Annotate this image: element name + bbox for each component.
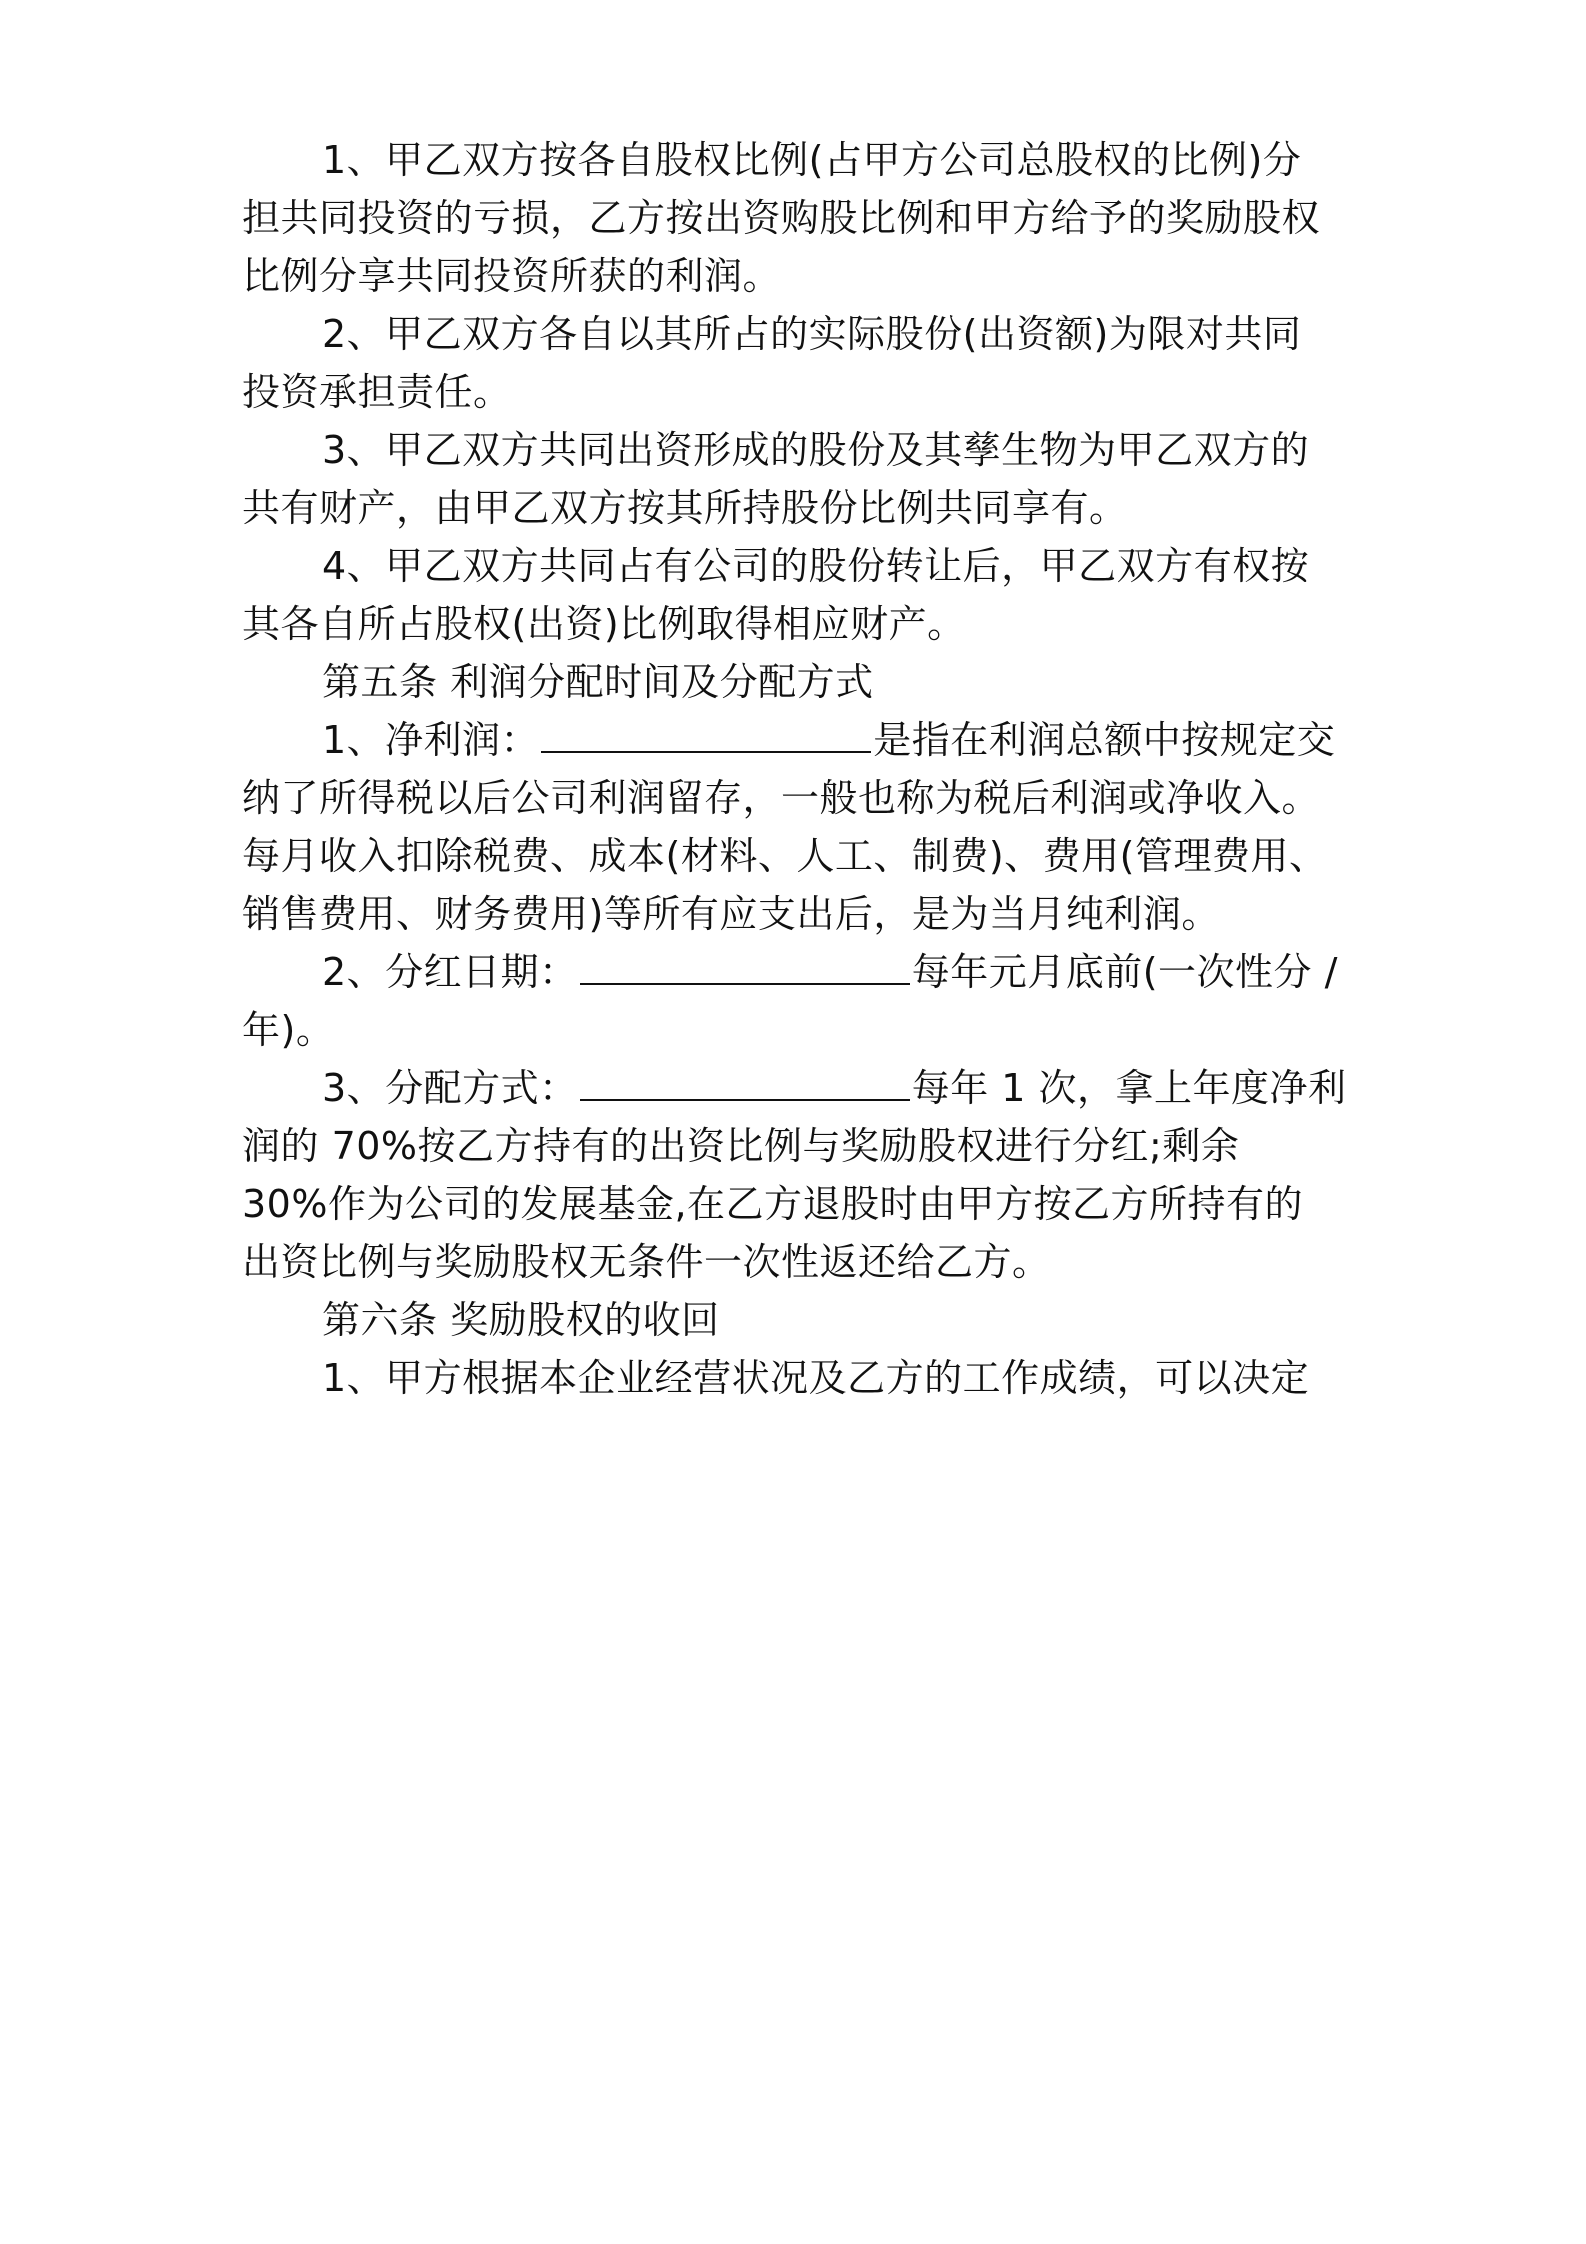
text-line: 1、甲乙双方按各自股权比例(占甲方公司总股权的比例)分	[322, 138, 1302, 182]
text-line: 4、甲乙双方共同占有公司的股份转让后，甲乙双方有权按	[322, 544, 1310, 588]
text-line: 其各自所占股权(出资)比例取得相应财产。	[242, 602, 966, 646]
net-profit-label: 1、净利润：	[322, 718, 540, 762]
text-line: 投资承担责任。	[242, 370, 512, 414]
net-profit-blank[interactable]	[541, 717, 871, 753]
text-line: 润的 70%按乙方持有的出资比例与奖励股权进行分红;剩余	[242, 1124, 1240, 1168]
text-line: 纳了所得税以后公司利润留存，一般也称为税后利润或净收入。	[242, 776, 1321, 820]
text-line: 担共同投资的亏损，乙方按出资购股比例和甲方给予的奖励股权	[242, 196, 1321, 240]
text-line: 出资比例与奖励股权无条件一次性返还给乙方。	[242, 1240, 1051, 1284]
distribution-text: 每年 1 次，拿上年度净利	[911, 1066, 1347, 1110]
section-heading-article-5: 第五条 利润分配时间及分配方式	[322, 660, 874, 704]
text-line: 每月收入扣除税费、成本(材料、人工、制费)、费用(管理费用、	[242, 834, 1328, 878]
text-line: 共有财产，由甲乙双方按其所持股份比例共同享有。	[242, 486, 1128, 530]
distribution-line	[322, 1063, 1442, 1113]
dividend-date-blank[interactable]	[580, 949, 910, 985]
distribution-blank[interactable]	[580, 1065, 910, 1101]
dividend-date-line	[322, 947, 1442, 997]
dividend-date-label: 2、分红日期：	[322, 950, 578, 994]
text-line: 1、甲方根据本企业经营状况及乙方的工作成绩，可以决定	[322, 1356, 1310, 1400]
text-line: 年)。	[242, 1008, 335, 1052]
text-line: 2、甲乙双方各自以其所占的实际股份(出资额)为限对共同	[322, 312, 1302, 356]
section-heading-article-6: 第六条 奖励股权的收回	[322, 1298, 720, 1342]
net-profit-text: 是指在利润总额中按规定交	[873, 718, 1336, 762]
text-line: 比例分享共同投资所获的利润。	[242, 254, 782, 298]
text-line: 销售费用、财务费用)等所有应支出后，是为当月纯利润。	[242, 892, 1220, 936]
text-line: 3、甲乙双方共同出资形成的股份及其孳生物为甲乙双方的	[322, 428, 1310, 472]
dividend-date-text: 每年元月底前(一次性分 /	[911, 950, 1338, 994]
net-profit-line	[322, 715, 1442, 765]
text-line: 30%作为公司的发展基金,在乙方退股时由甲方按乙方所持有的	[242, 1182, 1304, 1226]
distribution-label: 3、分配方式：	[322, 1066, 578, 1110]
